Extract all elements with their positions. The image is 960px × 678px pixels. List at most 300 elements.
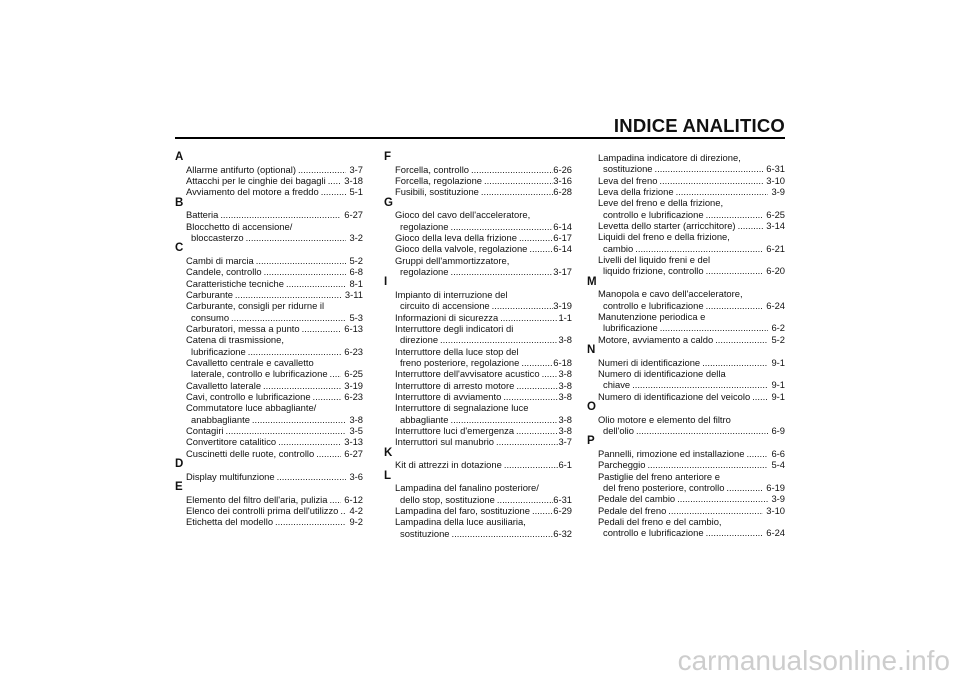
index-entry-line <box>175 346 363 357</box>
index-entry-line <box>175 300 363 311</box>
dot-leader <box>321 186 347 197</box>
index-page-number: 5-4 <box>771 459 785 471</box>
index-page-number: 6-23 <box>344 390 363 402</box>
index-entry-label: Leve del freno e della frizione, <box>598 197 724 209</box>
index-entry-label: Lampadina della luce ausiliaria, <box>395 516 526 528</box>
index-entry-label: Gruppi dell'ammortizzatore, <box>395 254 510 266</box>
index-entry-label: Interruttore dell'avvisatore acustico <box>395 368 540 380</box>
index-page-number: 6-6 <box>771 447 785 459</box>
index-entry-label: Levetta dello starter (arricchitore) <box>598 220 736 232</box>
index-entry <box>587 186 785 197</box>
index-entry-line <box>384 516 572 527</box>
index-page-number: 9-1 <box>771 356 785 368</box>
index-entry <box>384 323 572 346</box>
index-entry <box>384 459 572 470</box>
index-entry-line <box>384 436 572 447</box>
index-page-number: 5-1 <box>349 186 363 198</box>
index-entry-label: Numeri di identificazione <box>598 356 701 368</box>
index-entry-label: Fusibili, sostituzione <box>395 186 479 198</box>
index-entry-continuation: controllo e lubrificazione <box>603 527 704 539</box>
index-entry <box>587 220 785 231</box>
index-letter-heading: F <box>384 151 392 163</box>
index-entry-line <box>175 414 363 425</box>
index-entry <box>175 266 363 277</box>
dot-leader <box>676 186 769 197</box>
index-page-number: 5-2 <box>771 333 785 345</box>
dot-leader <box>706 527 764 538</box>
index-entry-label: Convertitore catalitico <box>186 436 277 448</box>
index-entry-label: Lampadina del faro, sostituzione <box>395 504 530 516</box>
index-entry-line <box>384 346 572 357</box>
index-entry-label: Interruttore di segnalazione luce <box>395 402 529 414</box>
index-entry-label: Lampadina del fanalino posteriore/ <box>395 482 539 494</box>
index-entry-label: Interruttore di arresto motore <box>395 379 515 391</box>
page-title: INDICE ANALITICO <box>613 115 785 136</box>
index-page-number: 3-19 <box>344 379 363 391</box>
index-entry <box>587 311 785 334</box>
index-column <box>587 152 785 539</box>
dot-leader <box>529 243 553 254</box>
dot-leader <box>492 300 554 311</box>
index-entry-line <box>384 368 572 379</box>
index-entry <box>384 482 572 505</box>
dot-leader <box>226 425 347 436</box>
index-entry-line <box>587 163 785 174</box>
index-entry-line <box>587 414 785 425</box>
index-entry-line <box>587 482 785 493</box>
index-entry-label: Contagiri <box>186 425 224 436</box>
index-entry <box>587 516 785 539</box>
dot-leader <box>328 175 342 186</box>
index-page-number: 6-26 <box>553 163 572 175</box>
index-entry-label: Candele, controllo <box>186 266 262 278</box>
index-entry-line <box>384 164 572 175</box>
index-entry-label: Leva del freno <box>598 174 658 186</box>
index-page-number: 3-10 <box>766 504 785 516</box>
index-entry-line <box>175 516 363 527</box>
index-entry-label: Olio motore e elemento del filtro <box>598 413 731 425</box>
index-entry <box>587 175 785 186</box>
index-entry <box>175 516 363 527</box>
dot-leader <box>521 357 553 368</box>
index-entry-label: Interruttore di avviamento <box>395 390 502 402</box>
index-page-number: 6-27 <box>344 209 363 221</box>
dot-leader <box>484 175 553 186</box>
index-entry-label: Gioco della valvole, regolazione <box>395 243 528 255</box>
index-entry-line <box>587 220 785 231</box>
index-entry-line <box>587 231 785 242</box>
index-page-number: 6-29 <box>553 504 572 516</box>
index-entry-label: Avviamento del motore a freddo <box>186 186 319 198</box>
index-page-number: 6-28 <box>553 186 572 198</box>
dot-leader <box>659 175 763 186</box>
dot-leader <box>636 425 768 436</box>
dot-leader <box>452 528 554 539</box>
index-page-number: 3-8 <box>558 425 572 436</box>
index-entry-line <box>175 448 363 459</box>
index-page-number: 6-13 <box>344 322 363 334</box>
dot-leader <box>715 334 768 345</box>
index-entry-continuation: sostituzione <box>603 163 653 175</box>
index-entry <box>384 312 572 323</box>
dot-leader <box>235 289 342 300</box>
index-entry-label: Elemento del filtro dell'aria, pulizia <box>186 493 328 505</box>
index-entry-continuation: abbagliante <box>400 413 449 425</box>
index-page-number: 6-19 <box>766 481 785 493</box>
index-entry <box>384 209 572 232</box>
index-entry-line <box>587 175 785 186</box>
dot-leader <box>504 459 559 470</box>
index-entry-continuation: anabbagliante <box>191 413 250 425</box>
index-entry-label: Carburante, consigli per ridurne il <box>186 300 325 312</box>
watermark: carmanualsonline.info <box>677 645 950 676</box>
dot-leader <box>500 312 558 323</box>
index-entry-label: Attacchi per le cinghie dei bagagli <box>186 174 326 186</box>
index-entry <box>175 255 363 266</box>
index-column <box>175 152 363 528</box>
index-entry-line <box>384 528 572 539</box>
index-entry <box>587 414 785 437</box>
index-page-number: 5-2 <box>349 254 363 266</box>
index-entry <box>384 175 572 186</box>
index-entry-label: Pastiglie del freno anteriore e <box>598 470 720 482</box>
index-entry <box>587 334 785 345</box>
index-entry-line <box>175 334 363 345</box>
index-page-number: 3-8 <box>558 368 572 380</box>
index-entry-label: Kit di attrezzi in dotazione <box>395 459 502 471</box>
index-entry-label: Blocchetto di accensione/ <box>186 220 293 232</box>
index-entry-line <box>587 265 785 276</box>
dot-leader <box>471 164 553 175</box>
index-page-number: 6-12 <box>344 493 363 505</box>
index-entry-line <box>587 254 785 265</box>
index-page-number: 6-31 <box>553 493 572 505</box>
index-entry-line <box>384 334 572 345</box>
dot-leader <box>278 436 341 447</box>
index-entry <box>175 323 363 334</box>
index-page-number: 6-18 <box>553 356 572 368</box>
index-entry <box>384 505 572 516</box>
index-page-number: 6-25 <box>766 208 785 220</box>
index-page-number: 6-23 <box>344 345 363 357</box>
index-letter-heading: B <box>175 196 184 209</box>
index-entry <box>175 402 363 425</box>
index-entry-line <box>587 391 785 402</box>
index-entry-line <box>587 527 785 538</box>
index-entry-line <box>175 471 363 482</box>
index-entry-label: Allarme antifurto (optional) <box>186 163 296 175</box>
index-entry <box>587 505 785 516</box>
index-page-number: 9-1 <box>771 379 785 391</box>
index-entry-line <box>587 243 785 254</box>
index-entry-line <box>175 436 363 447</box>
index-entry-label: Leva della frizione <box>598 186 674 198</box>
index-entry-line <box>175 323 363 334</box>
index-page-number: 3-7 <box>349 163 363 175</box>
dot-leader <box>246 232 347 243</box>
index-entry-line <box>587 209 785 220</box>
index-entry-line <box>175 368 363 379</box>
index-entry-label: Cavi, controllo e lubrificazione <box>186 390 311 402</box>
index-entry <box>175 471 363 482</box>
index-page-number: 4-2 <box>349 504 363 516</box>
index-entry-line <box>175 505 363 516</box>
dot-leader <box>231 312 346 323</box>
dot-leader <box>647 459 768 470</box>
dot-leader <box>481 186 553 197</box>
index-entry-continuation: lubrificazione <box>191 345 246 357</box>
index-page-number: 6-27 <box>344 447 363 459</box>
index-entry-line <box>587 357 785 368</box>
dot-leader <box>542 368 559 379</box>
index-entry <box>384 289 572 312</box>
index-page-number: 3-8 <box>558 334 572 346</box>
index-entry <box>587 288 785 311</box>
index-entry-label: Cavalletto centrale e cavalletto <box>186 356 314 368</box>
dot-leader <box>635 243 763 254</box>
index-entry <box>384 436 572 447</box>
index-entry-line <box>384 425 572 436</box>
index-entry-line <box>587 448 785 459</box>
index-entry-continuation: controllo e lubrificazione <box>603 299 704 311</box>
index-page-number: 3-8 <box>558 379 572 391</box>
dot-leader <box>516 425 558 436</box>
index-entry-line <box>175 209 363 220</box>
index-entry-line <box>587 197 785 208</box>
index-page-number: 6-9 <box>771 425 785 436</box>
dot-leader <box>503 391 558 402</box>
index-page-number: 6-31 <box>766 163 785 175</box>
dot-leader <box>738 220 764 231</box>
index-column <box>384 152 572 539</box>
index-entry-line <box>175 357 363 368</box>
dot-leader <box>275 516 346 527</box>
index-entry-line <box>384 255 572 266</box>
dot-leader <box>702 357 768 368</box>
index-entry <box>384 380 572 391</box>
index-entry-label: Pedale del freno <box>598 504 667 516</box>
index-entry <box>175 221 363 244</box>
index-entry-line <box>587 311 785 322</box>
index-entry-label: Interruttori sul manubrio <box>395 436 495 448</box>
index-page-number: 3-6 <box>349 470 363 482</box>
index-page-number: 6-32 <box>553 527 572 539</box>
dot-leader <box>519 232 553 243</box>
index-entry-continuation: direzione <box>400 334 439 346</box>
dot-leader <box>329 494 341 505</box>
index-entry-line <box>384 266 572 277</box>
index-entry-continuation: laterale, controllo e lubrificazione <box>191 368 328 380</box>
dot-leader <box>746 448 768 459</box>
index-entry <box>587 471 785 494</box>
index-entry-label: Motore, avviamento a caldo <box>598 333 714 345</box>
dot-leader <box>313 391 342 402</box>
dot-leader <box>497 494 553 505</box>
index-entry-line <box>587 368 785 379</box>
dot-leader <box>706 300 764 311</box>
index-entry-line <box>384 243 572 254</box>
index-page-number: 6-14 <box>553 220 572 232</box>
dot-leader <box>298 164 346 175</box>
dot-leader <box>263 380 341 391</box>
index-page-number: 3-5 <box>349 425 363 436</box>
index-entry-label: Display multifunzione <box>186 470 275 482</box>
index-entry-line <box>587 300 785 311</box>
index-entry-line <box>175 289 363 300</box>
index-entry-label: Manopola e cavo dell'acceleratore, <box>598 288 743 300</box>
index-entry <box>175 391 363 402</box>
dot-leader <box>655 163 764 174</box>
dot-leader <box>752 391 768 402</box>
index-entry-line <box>384 289 572 300</box>
dot-leader <box>277 471 347 482</box>
index-entry-label: Numero di identificazione della <box>598 368 726 380</box>
index-entry-line <box>384 186 572 197</box>
index-entry-line <box>587 186 785 197</box>
dot-leader <box>330 368 342 379</box>
title-underline <box>175 137 785 139</box>
index-letter-heading: C <box>175 242 184 255</box>
index-entry-label: Carburatori, messa a punto <box>186 322 300 334</box>
index-page-number: 3-16 <box>553 174 572 186</box>
index-page-number: 6-24 <box>766 299 785 311</box>
index-page-number: 5-3 <box>349 311 363 323</box>
index-entry-label: Interruttore della luce stop del <box>395 345 519 357</box>
index-entry-line <box>175 175 363 186</box>
index-entry-line <box>175 312 363 323</box>
index-entry-line <box>384 221 572 232</box>
index-entry <box>175 357 363 380</box>
index-entry <box>175 334 363 357</box>
index-entry-label: Gioco della leva della frizione <box>395 231 517 243</box>
index-page-number: 6-20 <box>766 265 785 277</box>
index-letter-heading: G <box>384 196 393 209</box>
index-letter-heading: M <box>587 275 597 288</box>
index-letter-heading: E <box>175 480 183 493</box>
index-entry-label: Etichetta del modello <box>186 516 274 528</box>
index-entry-line <box>384 380 572 391</box>
index-entry-label: Forcella, regolazione <box>395 174 483 186</box>
index-entry-line <box>384 402 572 413</box>
index-entry-label: Informazioni di sicurezza <box>395 311 499 323</box>
index-entry-continuation: freno posteriore, regolazione <box>400 356 520 368</box>
index-entry <box>587 152 785 175</box>
index-entry-label: Catena di trasmissione, <box>186 334 284 346</box>
index-entry-line <box>175 164 363 175</box>
index-letter-heading: O <box>587 401 596 414</box>
index-entry-line <box>384 209 572 220</box>
index-entry <box>587 254 785 277</box>
index-entry <box>587 368 785 391</box>
index-entry-label: Cavalletto laterale <box>186 379 262 391</box>
index-letter-heading: P <box>587 435 595 448</box>
index-entry-continuation: dell'olio <box>603 425 634 436</box>
index-entry-line <box>587 505 785 516</box>
index-entry-line <box>587 379 785 390</box>
index-entry <box>587 231 785 254</box>
index-entry <box>175 425 363 436</box>
index-page-number: 3-8 <box>558 390 572 402</box>
index-entry <box>175 186 363 197</box>
index-page-number: 3-10 <box>766 174 785 186</box>
index-entry-label: Batteria <box>186 209 219 221</box>
dot-leader <box>340 505 346 516</box>
dot-leader <box>677 493 768 504</box>
dot-leader <box>256 255 347 266</box>
index-entry-line <box>587 471 785 482</box>
index-entry <box>384 346 572 369</box>
index-entry-line <box>587 459 785 470</box>
dot-leader <box>220 209 341 220</box>
index-entry-label: Elenco dei controlli prima dell'utilizzo <box>186 504 339 516</box>
index-letter-heading: N <box>587 344 596 357</box>
index-entry-label: Gioco del cavo dell'acceleratore, <box>395 209 531 221</box>
index-entry-continuation: controllo e lubrificazione <box>603 208 704 220</box>
index-entry-line <box>587 493 785 504</box>
index-entry-line <box>384 505 572 516</box>
index-page-number: 3-8 <box>349 413 363 425</box>
index-entry-label: Lampadina indicatore di direzione, <box>598 152 741 163</box>
dot-leader <box>450 266 553 277</box>
index-entry-continuation: sostituzione <box>400 527 450 539</box>
index-page-number: 3-19 <box>553 300 572 312</box>
index-entry-line <box>587 288 785 299</box>
index-entry-line <box>384 232 572 243</box>
index-entry-line <box>384 357 572 368</box>
index-entry-line <box>384 323 572 334</box>
index-entry-continuation: dello stop, sostituzione <box>400 493 495 505</box>
index-page-number: 9-2 <box>349 516 363 528</box>
index-entry-continuation: del freno posteriore, controllo <box>603 481 725 493</box>
index-entry <box>384 255 572 278</box>
index-entry-label: Caratteristiche tecniche <box>186 277 284 289</box>
index-entry <box>587 357 785 368</box>
index-letter-heading: L <box>384 469 392 482</box>
index-entry-line <box>175 221 363 232</box>
index-entry <box>587 391 785 402</box>
index-entry <box>384 425 572 436</box>
index-entry-label: Parcheggio <box>598 459 646 471</box>
index-entry <box>384 243 572 254</box>
index-entry <box>175 175 363 186</box>
dot-leader <box>516 380 558 391</box>
index-page-number: 3-18 <box>344 174 363 186</box>
index-entry <box>175 448 363 459</box>
index-entry-line <box>384 300 572 311</box>
dot-leader <box>450 221 553 232</box>
index-entry-line <box>175 380 363 391</box>
index-page-number: 3-9 <box>771 493 785 505</box>
dot-leader <box>706 209 764 220</box>
index-entry-line <box>384 391 572 402</box>
index-page-number: 1-1 <box>558 311 572 323</box>
index-page-number: 6-17 <box>553 231 572 243</box>
index-page-number: 3-13 <box>344 436 363 448</box>
index-entry <box>175 494 363 505</box>
index-entry-line <box>175 232 363 243</box>
index-entry-label: Liquidi del freno e della frizione, <box>598 231 730 243</box>
index-letter-heading: D <box>175 458 184 471</box>
index-entry-line <box>587 322 785 333</box>
index-entry-label: Pedale del cambio <box>598 493 676 505</box>
index-entry <box>175 380 363 391</box>
index-entry-line <box>384 494 572 505</box>
index-entry <box>175 436 363 447</box>
index-entry-line <box>384 175 572 186</box>
index-entry-label: Interruttore luci d'emergenza <box>395 425 515 436</box>
index-entry <box>587 448 785 459</box>
index-entry <box>384 186 572 197</box>
